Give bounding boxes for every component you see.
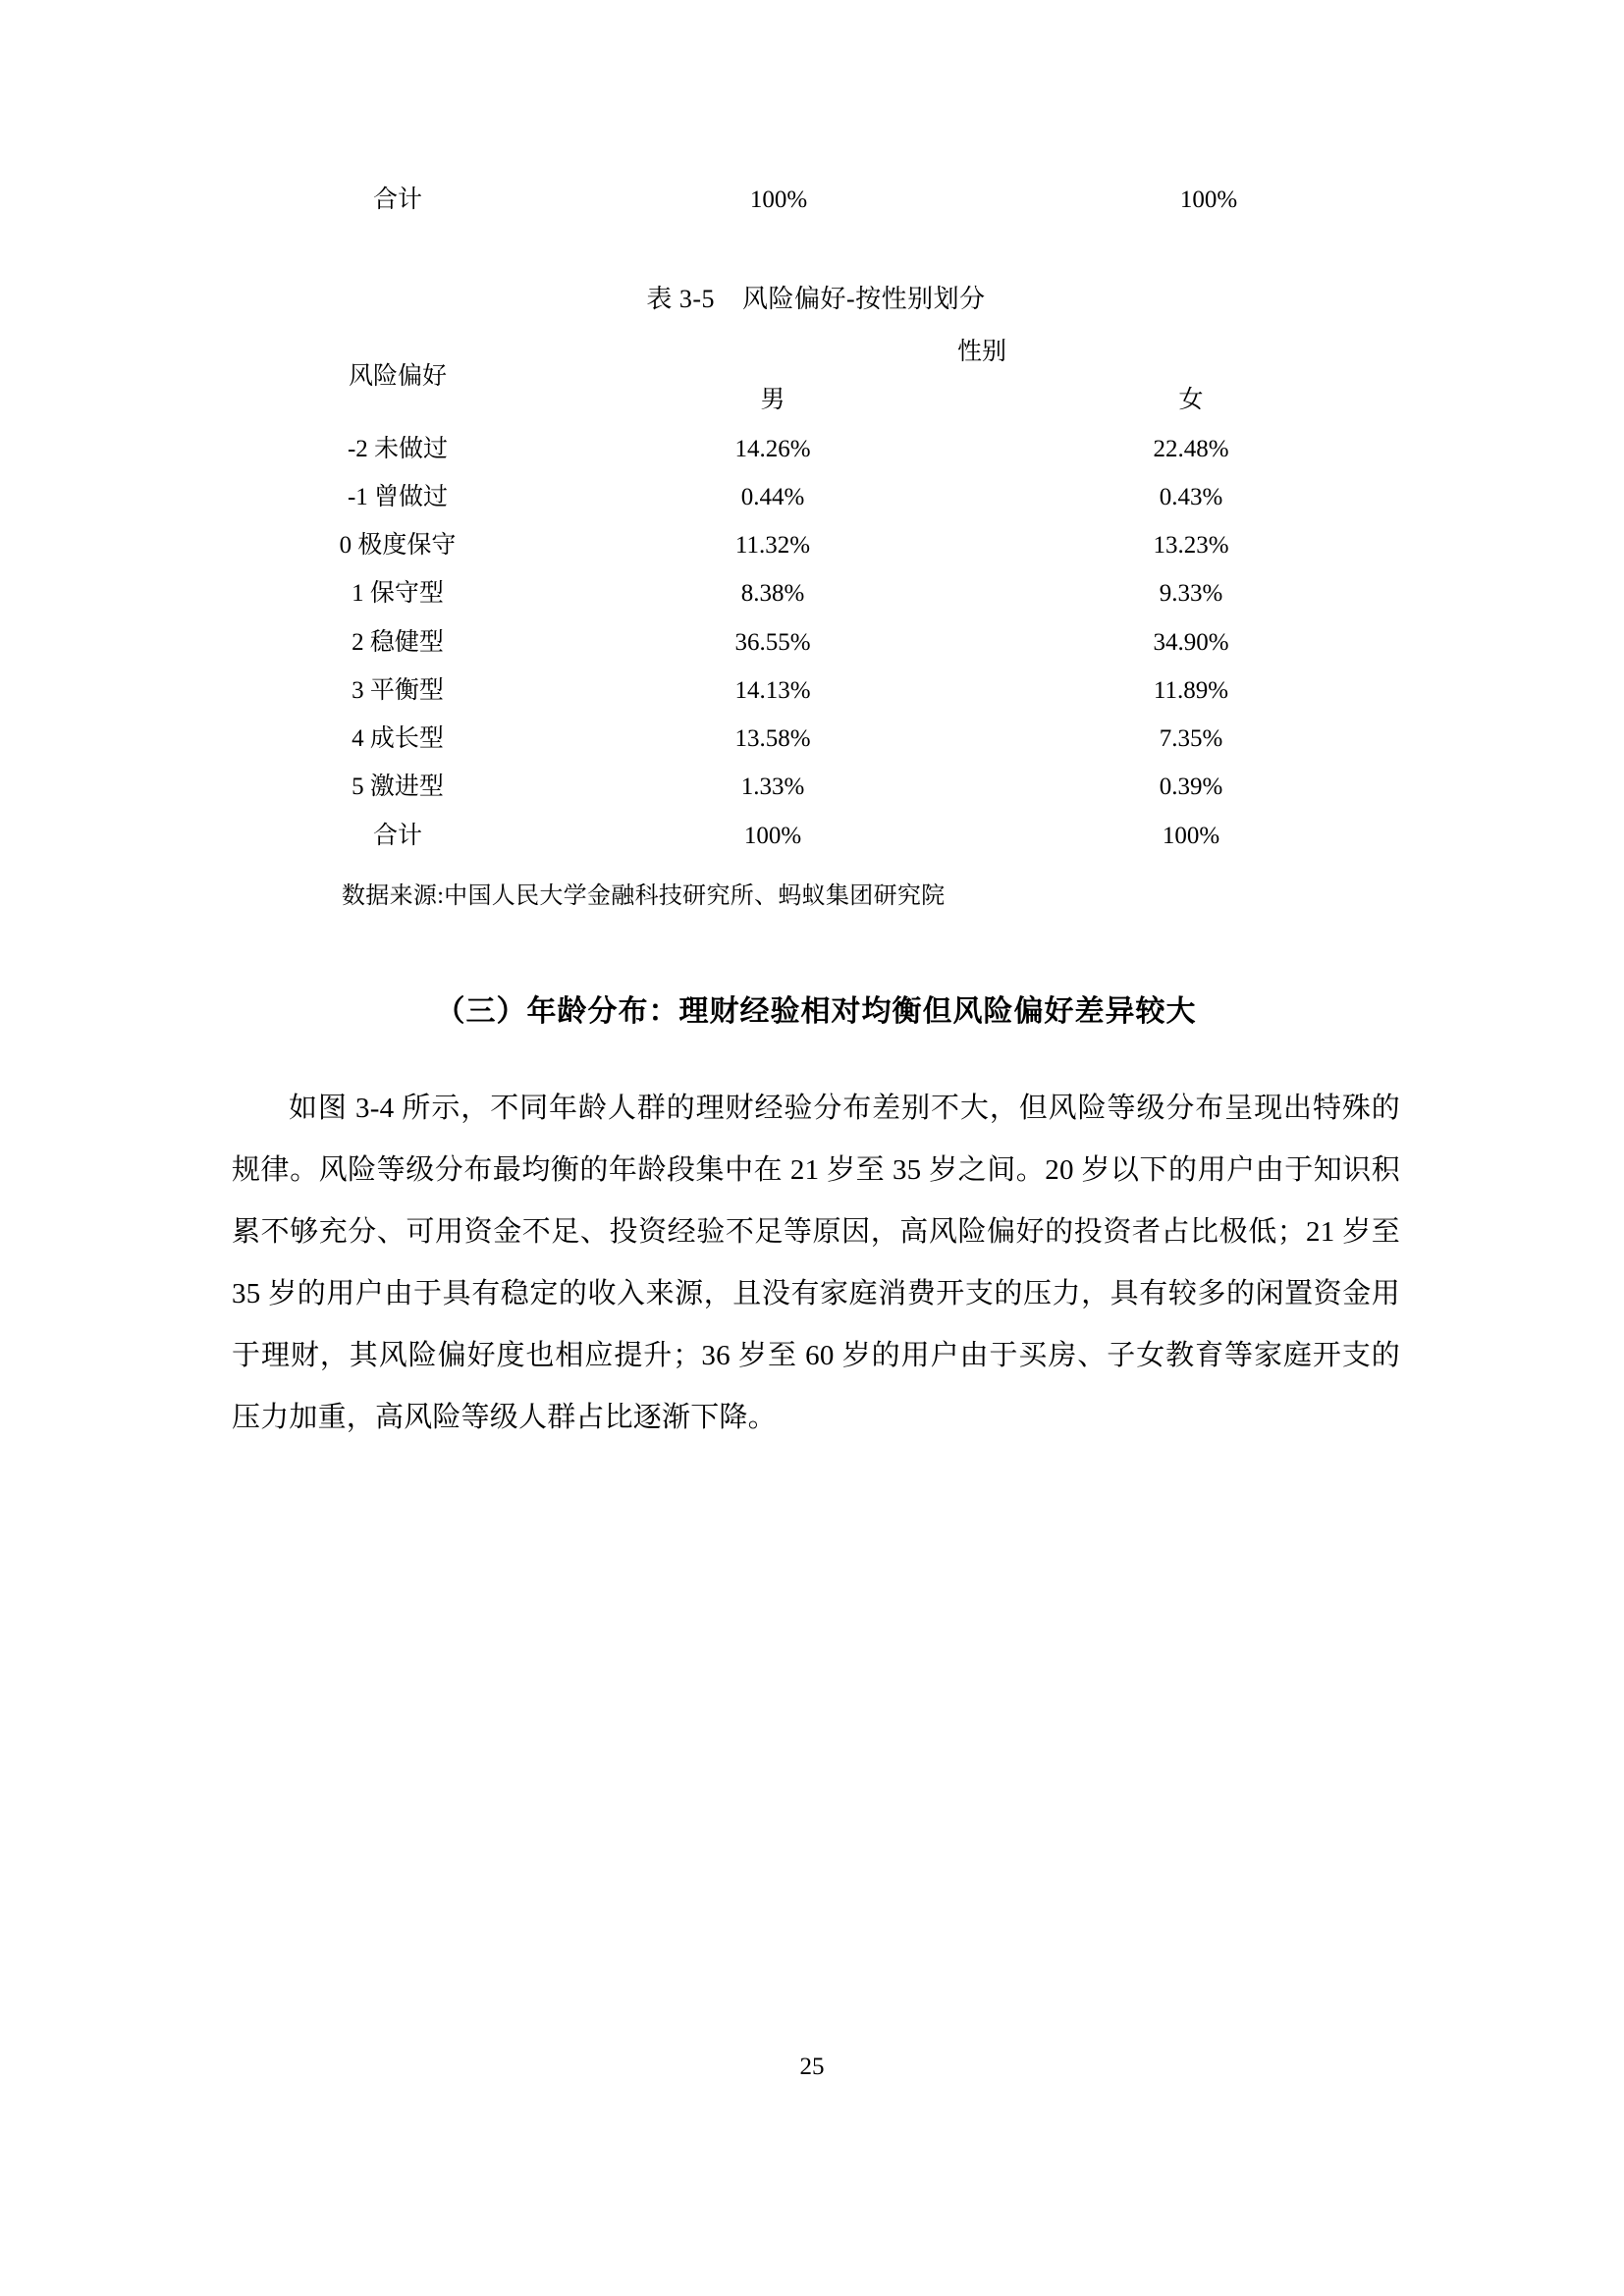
row-value-female: 9.33% bbox=[1159, 580, 1223, 608]
row-label: 0 极度保守 bbox=[339, 532, 457, 559]
row-label: 2 稳健型 bbox=[352, 628, 444, 656]
row-value-female: 100% bbox=[1162, 822, 1220, 849]
table-row bbox=[232, 176, 1424, 224]
table-3-5-wrapper bbox=[232, 328, 1400, 860]
table-3-5-body bbox=[232, 425, 1400, 860]
row-value-female: 13.23% bbox=[1153, 532, 1229, 559]
row-value-female: 0.39% bbox=[1159, 774, 1223, 801]
row-label: 合计 bbox=[372, 822, 422, 849]
row-label: 3 平衡型 bbox=[352, 676, 444, 704]
row-label: -2 未做过 bbox=[347, 435, 449, 462]
table-row bbox=[232, 521, 1400, 569]
table-3-5-caption bbox=[232, 279, 1400, 315]
table-row bbox=[232, 715, 1400, 763]
table-row-total bbox=[232, 812, 1400, 860]
table-3-5 bbox=[232, 328, 1400, 860]
table-row bbox=[232, 763, 1400, 811]
row-label: 5 激进型 bbox=[352, 774, 444, 801]
table-row bbox=[232, 425, 1400, 473]
table-row bbox=[232, 569, 1400, 617]
row-value-male: 1.33% bbox=[740, 774, 805, 801]
section-heading-wrapper bbox=[232, 987, 1400, 1030]
row-label: -1 曾做过 bbox=[347, 483, 449, 510]
page-number: 25 bbox=[799, 2054, 825, 2080]
table-row bbox=[232, 618, 1400, 667]
header-col-male: 男 bbox=[760, 387, 785, 414]
row-value-male: 13.58% bbox=[734, 725, 811, 752]
table-header-row-group bbox=[232, 328, 1400, 376]
row-value-female: 22.48% bbox=[1153, 435, 1229, 462]
row-value-female: 7.35% bbox=[1159, 725, 1223, 752]
row-value-male: 14.13% bbox=[734, 676, 811, 704]
table-3-4-continuation bbox=[232, 176, 1424, 224]
table-row bbox=[232, 473, 1400, 521]
row-value-male: 8.38% bbox=[740, 580, 805, 608]
row-value-male: 11.32% bbox=[734, 532, 811, 559]
fragment-total-male: 100% bbox=[749, 187, 808, 213]
row-label: 4 成长型 bbox=[352, 725, 444, 752]
section-paragraph: 如图 3-4 所示，不同年龄人群的理财经验分布差别不大，但风险等级分布呈现出特殊的规律。风险等级分布最均衡的年龄段集中在 21 岁至 35 岁之间。20 岁以下的用户由于知识积累不够充分、可用资金不足、投资经验不足等原因，高风险偏好的投资者占比极低；21 岁至 35 岁的用户由于具有稳定的收入来源，且没有家庭消费开支的压力，具有较多的闲置资金用于理财，其风险偏好度也相应提升；36 岁至 60 岁的用户由于买房、子女教育等家庭开支的压力加重，高风险等级人群占比逐渐下降。 bbox=[232, 1093, 1400, 1433]
source-note-wrapper bbox=[232, 876, 1400, 910]
fragment-total-female: 100% bbox=[1179, 187, 1238, 213]
row-value-male: 36.55% bbox=[734, 628, 811, 656]
table-fragment-wrapper bbox=[232, 176, 1400, 224]
section-body-wrapper bbox=[232, 1078, 1400, 1449]
caption-title: 风险偏好-按性别划分 bbox=[742, 285, 986, 313]
fragment-total-label: 合计 bbox=[372, 187, 422, 213]
row-value-female: 34.90% bbox=[1153, 628, 1229, 656]
caption-number: 表 3-5 bbox=[646, 285, 715, 313]
row-label: 1 保守型 bbox=[352, 580, 444, 608]
row-value-female: 11.89% bbox=[1153, 676, 1229, 704]
row-value-male: 14.26% bbox=[734, 435, 811, 462]
table-caption-wrapper bbox=[232, 279, 1400, 315]
table-row bbox=[232, 667, 1400, 715]
header-col-female: 女 bbox=[1178, 387, 1204, 414]
header-gender-group: 性别 bbox=[956, 339, 1006, 365]
header-risk-preference: 风险偏好 bbox=[348, 362, 447, 390]
section-heading: （三）年龄分布：理财经验相对均衡但风险偏好差异较大 bbox=[435, 995, 1197, 1028]
table-source-note: 数据来源:中国人民大学金融科技研究所、蚂蚁集团研究院 bbox=[342, 883, 946, 909]
row-value-female: 0.43% bbox=[1159, 483, 1223, 510]
row-value-male: 0.44% bbox=[740, 483, 805, 510]
row-value-male: 100% bbox=[743, 822, 802, 849]
